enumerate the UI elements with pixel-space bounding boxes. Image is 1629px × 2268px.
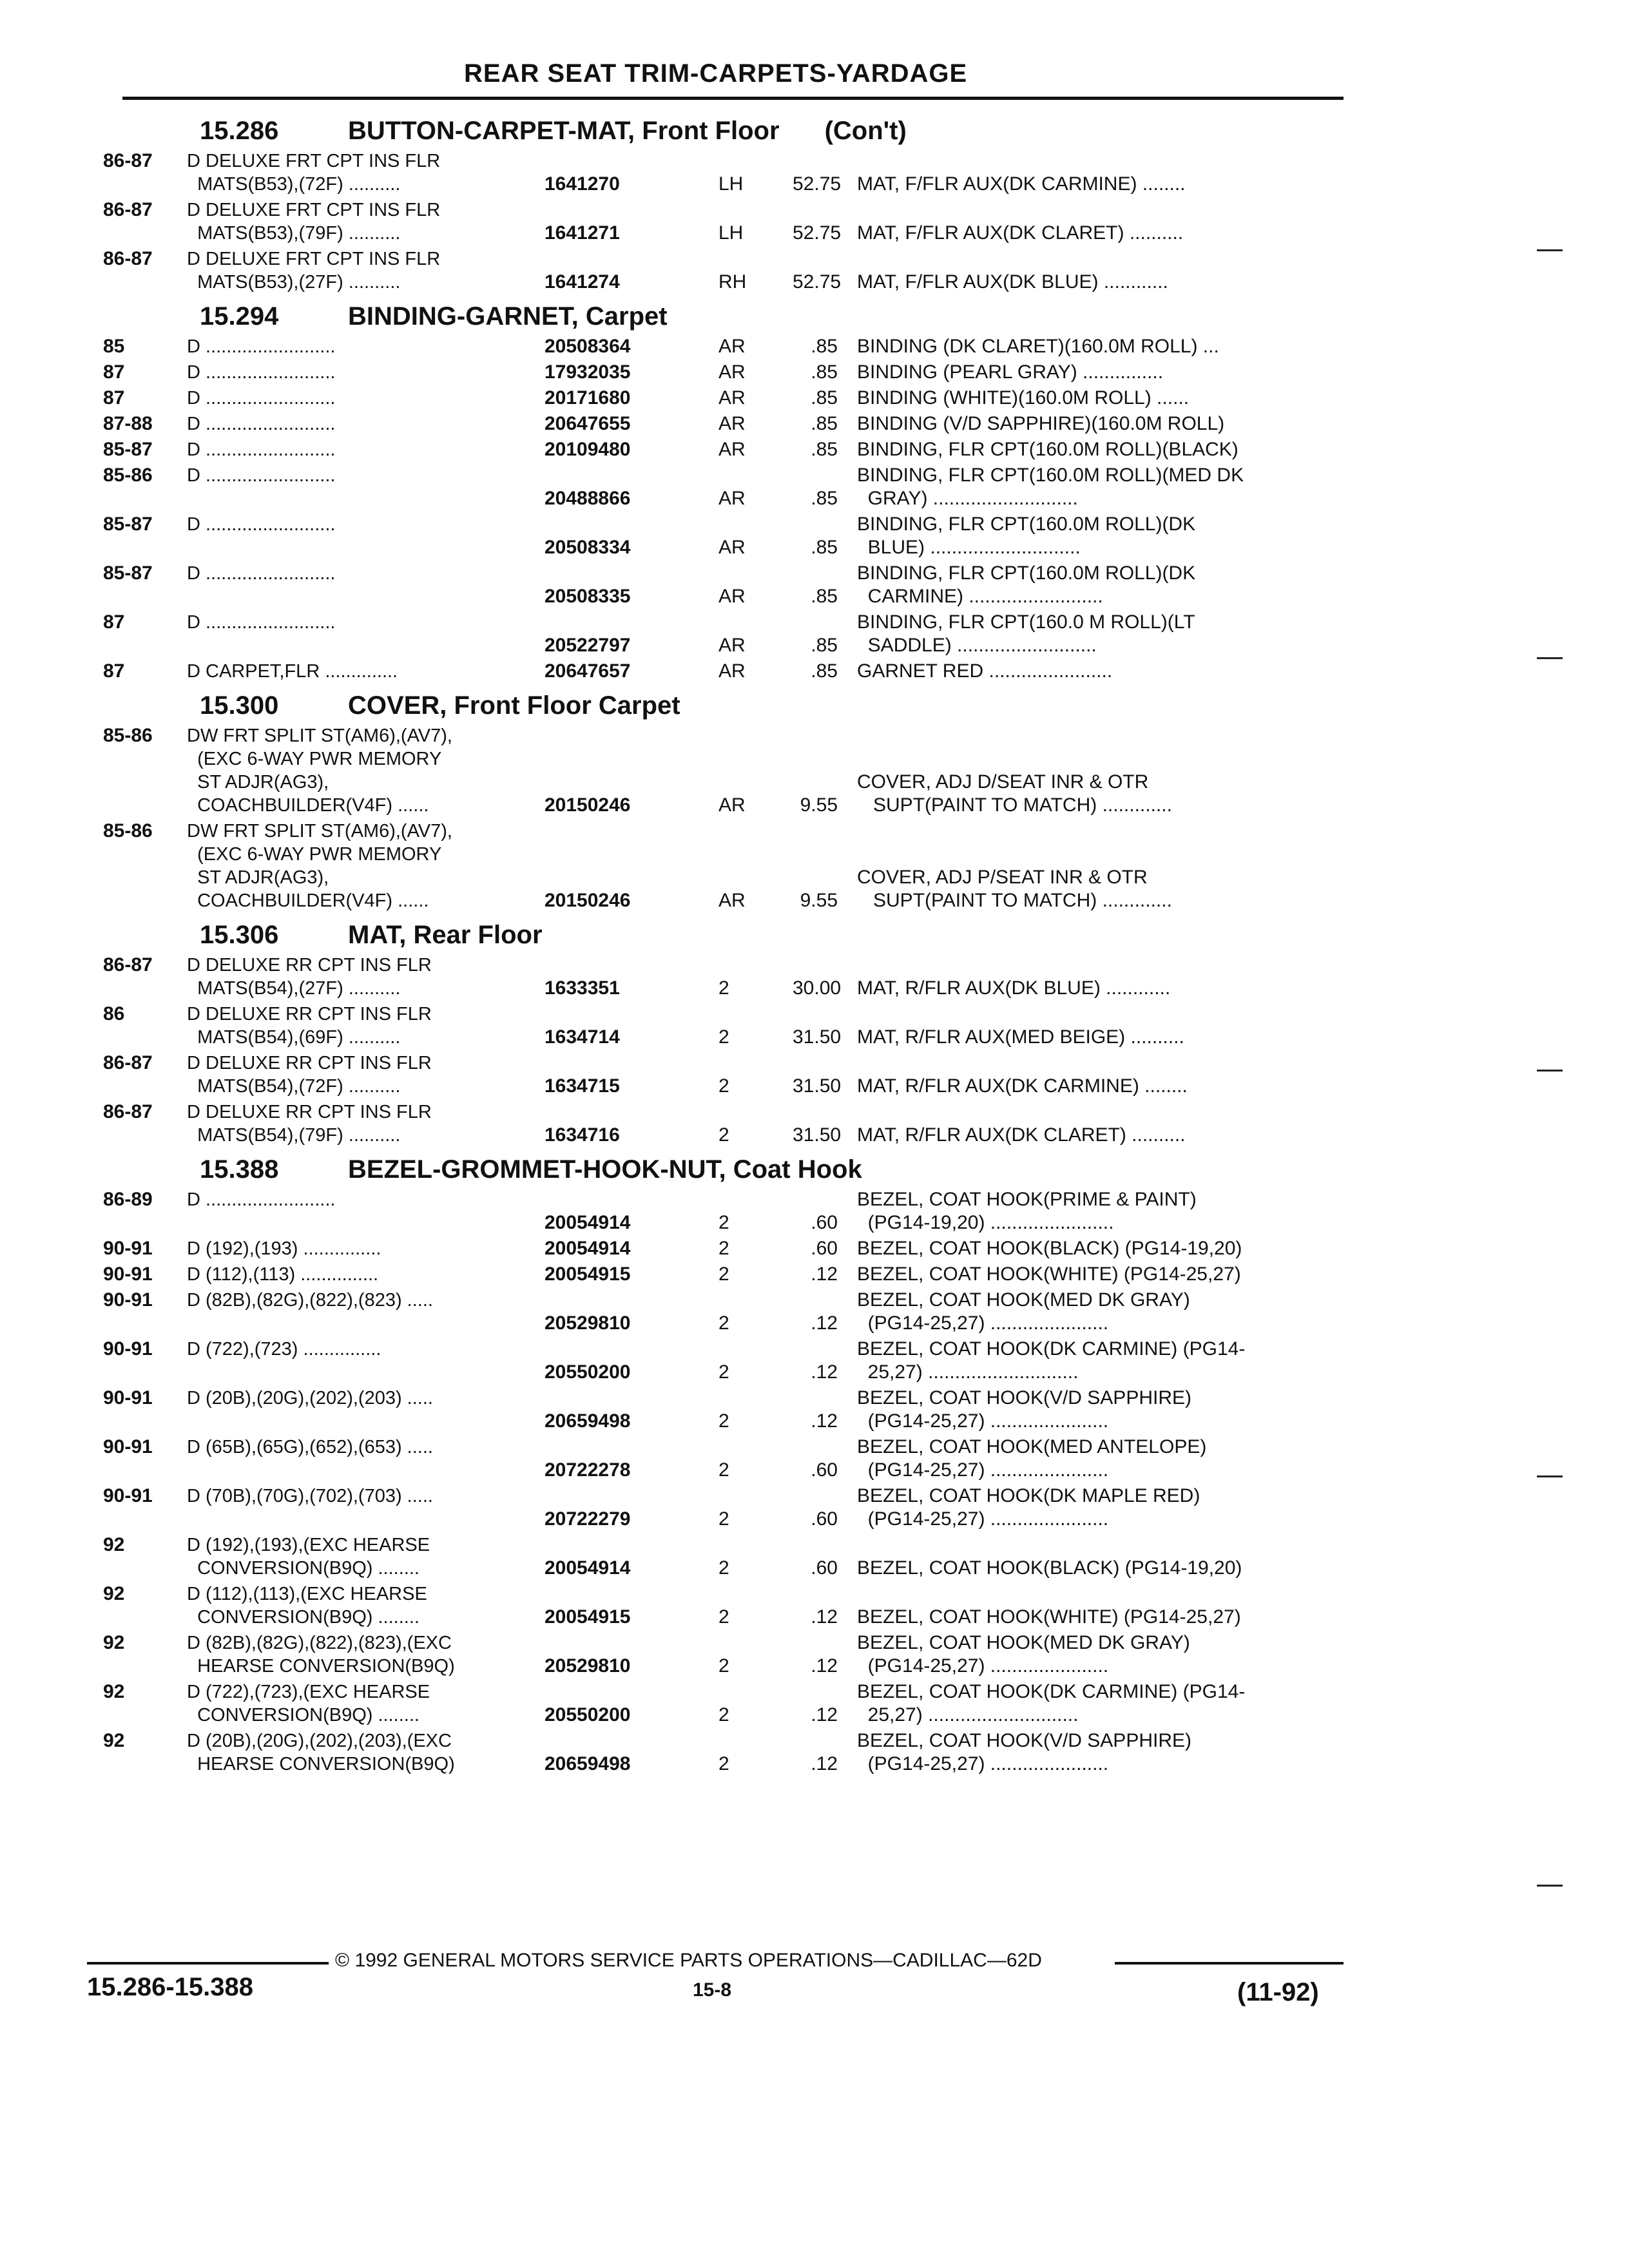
footer-section-range: 15.286-15.388 [87,1973,254,2001]
quantity: AR [718,336,746,357]
quantity: 2 [718,1026,729,1048]
parts-list-entry [103,1052,1353,1098]
quantity: 2 [718,1508,729,1530]
model-years: 86-87 [103,199,153,220]
part-name: BINDING (V/D SAPPHIRE)(160.0M ROLL) [857,413,1225,434]
model-years: 85-87 [103,514,153,535]
usage-description: D (70B),(70G),(702),(703) ..... [187,1486,433,1506]
parts-list-entry [103,1729,1353,1776]
unit-price: .85 [811,586,838,607]
part-name: BEZEL, COAT HOOK(MED ANTELOPE) (PG14-25,27) ...................... [857,1436,1207,1481]
parts-list-entry [103,464,1353,510]
usage-description: D DELUXE FRT CPT INS FLR MATS(B53),(72F) .......... [187,151,441,195]
unit-price: .85 [811,439,838,460]
parts-list-entry [103,198,1353,245]
usage-description: D ......................... [187,336,336,357]
section-header [103,915,1353,954]
model-years: 90-91 [103,1289,153,1311]
usage-description: D (82B),(82G),(822),(823),(EXC HEARSE CONVERSION(B9Q) [187,1633,455,1677]
model-years: 90-91 [103,1264,153,1285]
model-years: 90-91 [103,1485,153,1506]
part-number: 1634715 [545,1075,620,1097]
part-number: 20171680 [545,387,631,408]
quantity: LH [718,222,744,244]
unit-price: .12 [811,1410,838,1432]
section-number: 15.300 [200,691,279,720]
section-number: 15.294 [200,302,279,331]
part-number: 20054915 [545,1264,631,1285]
model-years: 87 [103,660,125,682]
parts-list-entry [103,361,1353,384]
usage-description: D DELUXE RR CPT INS FLR MATS(B54),(27F) .......... [187,955,432,999]
parts-list-entry [103,1387,1353,1433]
model-years: 85-87 [103,562,153,584]
model-years: 86-87 [103,150,153,171]
usage-description: D ......................... [187,514,336,535]
quantity: AR [718,635,746,656]
unit-price: .12 [811,1264,838,1285]
unit-price: .60 [811,1238,838,1259]
model-years: 86-89 [103,1189,153,1210]
section-title: MAT, Rear Floor [348,921,543,949]
model-years: 86-87 [103,1052,153,1073]
model-years: 87 [103,361,125,383]
quantity: 2 [718,1655,729,1677]
model-years: 85-86 [103,820,153,841]
parts-list-entry [103,1237,1353,1260]
quantity: 2 [718,1238,729,1259]
unit-price: .85 [811,387,838,408]
part-name: BEZEL, COAT HOOK(PRIME & PAINT) (PG14-19,20) ....................... [857,1189,1197,1233]
part-name: MAT, R/FLR AUX(DK CARMINE) ........ [857,1075,1188,1097]
usage-description: D ......................... [187,612,336,633]
unit-price: 31.50 [793,1026,842,1048]
parts-list-entry [103,1680,1353,1727]
part-number: 20722279 [545,1508,631,1530]
part-number: 20529810 [545,1655,631,1677]
part-name: BINDING (PEARL GRAY) ............... [857,361,1164,383]
parts-list-entry [103,1533,1353,1580]
unit-price: .60 [811,1508,838,1530]
usage-description: D DELUXE RR CPT INS FLR MATS(B54),(79F) .......... [187,1102,432,1146]
parts-list-entry [103,611,1353,657]
margin-tick [1537,1885,1563,1887]
section-header [103,296,1353,335]
part-name: COVER, ADJ P/SEAT INR & OTR SUPT(PAINT TO MATCH) ............. [857,867,1172,911]
part-number: 20522797 [545,635,631,656]
usage-description: D DELUXE RR CPT INS FLR MATS(B54),(69F) .......... [187,1004,432,1048]
part-name: MAT, R/FLR AUX(MED BEIGE) .......... [857,1026,1184,1048]
part-number: 20529810 [545,1312,631,1334]
model-years: 92 [103,1730,125,1751]
usage-description: D ......................... [187,388,336,408]
part-name: BEZEL, COAT HOOK(BLACK) (PG14-19,20) [857,1238,1242,1259]
parts-list-entry [103,1485,1353,1531]
unit-price: .12 [811,1606,838,1628]
margin-tick [1537,1070,1563,1072]
unit-price: .85 [811,660,838,682]
unit-price: .60 [811,1459,838,1481]
part-number: 20508335 [545,586,631,607]
model-years: 85 [103,336,125,357]
usage-description: D (192),(193) ............... [187,1238,381,1259]
part-number: 20150246 [545,794,631,816]
usage-description: D (112),(113),(EXC HEARSE CONVERSION(B9Q) ........ [187,1584,427,1628]
part-name: BEZEL, COAT HOOK(BLACK) (PG14-19,20) [857,1557,1242,1579]
unit-price: 52.75 [793,222,842,244]
part-name: MAT, R/FLR AUX(DK BLUE) ............ [857,977,1171,999]
part-name: BINDING, FLR CPT(160.0M ROLL)(DK BLUE) ............................ [857,514,1196,558]
footer-rule-left [87,1962,329,1965]
section-title: BUTTON-CARPET-MAT, Front Floor [348,117,780,145]
section-title: BINDING-GARNET, Carpet [348,302,668,331]
unit-price: .60 [811,1212,838,1233]
quantity: AR [718,794,746,816]
section-header [103,103,1353,149]
unit-price: 31.50 [793,1124,842,1146]
part-name: MAT, F/FLR AUX(DK BLUE) ............ [857,271,1168,293]
unit-price: 9.55 [800,794,838,816]
quantity: AR [718,537,746,558]
unit-price: 30.00 [793,977,842,999]
parts-list-entry [103,724,1353,817]
quantity: 2 [718,1212,729,1233]
model-years: 85-86 [103,725,153,746]
quantity: 2 [718,1361,729,1383]
part-number: 1633351 [545,977,620,999]
part-name: BINDING, FLR CPT(160.0M ROLL)(BLACK) [857,439,1239,460]
model-years: 92 [103,1632,125,1653]
footer-copyright: © 1992 GENERAL MOTORS SERVICE PARTS OPERATIONS—CADILLAC—62D [335,1950,1042,1971]
usage-description: D (20B),(20G),(202),(203) ..... [187,1388,433,1408]
part-number: 20488866 [545,488,631,509]
usage-description: D ......................... [187,362,336,383]
model-years: 86-87 [103,1101,153,1122]
unit-price: 31.50 [793,1075,842,1097]
parts-list-entry [103,1631,1353,1678]
part-number: 1641274 [545,271,620,293]
part-name: BINDING, FLR CPT(160.0M ROLL)(DK CARMINE) ......................... [857,562,1196,607]
unit-price: .85 [811,361,838,383]
header-rule [122,97,1344,100]
parts-list-entry [103,438,1353,461]
model-years: 85-87 [103,439,153,460]
unit-price: .85 [811,537,838,558]
margin-tick [1537,1475,1563,1477]
part-number: 20054914 [545,1238,631,1259]
part-name: BINDING, FLR CPT(160.0M ROLL)(MED DK GRAY) ........................... [857,465,1244,509]
quantity: 2 [718,1410,729,1432]
part-name: BEZEL, COAT HOOK(DK CARMINE) (PG14- 25,27) ............................ [857,1338,1246,1383]
part-name: BEZEL, COAT HOOK(V/D SAPPHIRE) (PG14-25,27) ...................... [857,1387,1191,1432]
parts-list-entry [103,954,1353,1000]
part-number: 20550200 [545,1361,631,1383]
quantity: AR [718,488,746,509]
quantity: 2 [718,1075,729,1097]
parts-list-entry [103,1188,1353,1235]
parts-list-entry [103,1289,1353,1335]
parts-list-entry [103,412,1353,436]
part-name: MAT, F/FLR AUX(DK CLARET) .......... [857,222,1184,244]
usage-description: DW FRT SPLIT ST(AM6),(AV7), (EXC 6-WAY PWR MEMORY ST ADJR(AG3), COACHBUILDER(V4F) ...... [187,821,452,911]
usage-description: D ......................... [187,465,336,486]
unit-price: .85 [811,635,838,656]
usage-description: D CARPET,FLR .............. [187,661,398,682]
usage-description: D (20B),(20G),(202),(203),(EXC HEARSE CONVERSION(B9Q) [187,1731,455,1774]
part-number: 20054915 [545,1606,631,1628]
parts-list-entry [103,1338,1353,1384]
usage-description: D (82B),(82G),(822),(823) ..... [187,1290,433,1311]
part-number: 1634716 [545,1124,620,1146]
usage-description: D ......................... [187,414,336,434]
page-title: REAR SEAT TRIM-CARPETS-YARDAGE [464,59,968,88]
part-number: 20659498 [545,1410,631,1432]
quantity: AR [718,890,746,911]
unit-price: .12 [811,1312,838,1334]
quantity: AR [718,387,746,408]
unit-price: .60 [811,1557,838,1579]
quantity: 2 [718,1557,729,1579]
quantity: 2 [718,1606,729,1628]
usage-description: D DELUXE FRT CPT INS FLR MATS(B53),(27F) .......... [187,249,441,293]
part-number: 20508334 [545,537,631,558]
parts-list-entry [103,820,1353,912]
quantity: 2 [718,1704,729,1725]
parts-list-entry [103,1003,1353,1049]
model-years: 86-87 [103,954,153,975]
parts-list-entry [103,149,1353,196]
model-years: 90-91 [103,1338,153,1360]
footer-rule-right [1115,1962,1344,1965]
part-name: BEZEL, COAT HOOK(WHITE) (PG14-25,27) [857,1264,1241,1285]
parts-list-entry [103,660,1353,683]
parts-list-entry [103,247,1353,294]
usage-description: D DELUXE RR CPT INS FLR MATS(B54),(72F) .......... [187,1053,432,1097]
quantity: 2 [718,1312,729,1334]
section-number: 15.286 [200,117,279,145]
part-name: BINDING, FLR CPT(160.0 M ROLL)(LT SADDLE) .......................... [857,611,1195,656]
footer-revision-date: (11-92) [1237,1978,1319,2006]
usage-description: D (192),(193),(EXC HEARSE CONVERSION(B9Q) ........ [187,1535,430,1579]
part-name: BEZEL, COAT HOOK(DK MAPLE RED) (PG14-25,27) ...................... [857,1485,1200,1530]
model-years: 87-88 [103,413,153,434]
section-title: BEZEL-GROMMET-HOOK-NUT, Coat Hook [348,1155,862,1184]
part-name: BEZEL, COAT HOOK(DK CARMINE) (PG14- 25,27) ............................ [857,1681,1246,1725]
unit-price: 52.75 [793,173,842,195]
parts-list-entry [103,513,1353,559]
quantity: 2 [718,1459,729,1481]
model-years: 87 [103,387,125,408]
section-header [103,1149,1353,1188]
part-number: 1641271 [545,222,620,244]
unit-price: .12 [811,1704,838,1725]
model-years: 90-91 [103,1436,153,1457]
part-name: GARNET RED ....................... [857,660,1113,682]
part-number: 20508364 [545,336,631,357]
unit-price: .12 [811,1655,838,1677]
quantity: 2 [718,977,729,999]
usage-description: D (722),(723),(EXC HEARSE CONVERSION(B9Q) ........ [187,1682,430,1725]
section-number: 15.388 [200,1155,279,1184]
section-title: COVER, Front Floor Carpet [348,691,680,720]
parts-catalog-content [103,103,1353,1778]
usage-description: D (65B),(65G),(652),(653) ..... [187,1437,433,1457]
part-number: 1634714 [545,1026,620,1048]
section-header [103,686,1353,724]
parts-list-entry [103,335,1353,358]
quantity: AR [718,439,746,460]
quantity: AR [718,660,746,682]
part-name: BEZEL, COAT HOOK(V/D SAPPHIRE) (PG14-25,27) ...................... [857,1730,1191,1774]
part-number: 20054914 [545,1557,631,1579]
quantity: AR [718,413,746,434]
quantity: LH [718,173,744,195]
part-number: 20550200 [545,1704,631,1725]
footer-page-number: 15-8 [693,1979,732,2001]
part-name: MAT, R/FLR AUX(DK CLARET) .......... [857,1124,1186,1146]
part-name: BEZEL, COAT HOOK(MED DK GRAY) (PG14-25,27) ...................... [857,1289,1190,1334]
part-number: 20722278 [545,1459,631,1481]
margin-tick [1537,249,1563,251]
parts-list-entry [103,1100,1353,1147]
model-years: 86 [103,1003,125,1024]
part-name: BEZEL, COAT HOOK(WHITE) (PG14-25,27) [857,1606,1241,1628]
usage-description: D ......................... [187,563,336,584]
unit-price: .85 [811,413,838,434]
quantity: 2 [718,1753,729,1774]
part-number: 20647657 [545,660,631,682]
section-number: 15.306 [200,921,279,949]
usage-description: D (112),(113) ............... [187,1264,379,1285]
part-number: 20659498 [545,1753,631,1774]
part-number: 17932035 [545,361,631,383]
parts-list-entry [103,387,1353,410]
quantity: AR [718,361,746,383]
part-number: 20054914 [545,1212,631,1233]
model-years: 90-91 [103,1387,153,1408]
part-name: COVER, ADJ D/SEAT INR & OTR SUPT(PAINT TO MATCH) ............. [857,771,1172,816]
part-number: 20109480 [545,439,631,460]
quantity: 2 [718,1124,729,1146]
section-continued-label: (Con't) [824,117,907,145]
unit-price: .85 [811,336,838,357]
unit-price: 52.75 [793,271,842,293]
model-years: 90-91 [103,1238,153,1259]
unit-price: .85 [811,488,838,509]
model-years: 92 [103,1681,125,1702]
part-number: 1641270 [545,173,620,195]
usage-description: D ......................... [187,439,336,460]
part-number: 20647655 [545,413,631,434]
quantity: RH [718,271,747,293]
model-years: 87 [103,611,125,633]
quantity: AR [718,586,746,607]
quantity: 2 [718,1264,729,1285]
model-years: 86-87 [103,248,153,269]
unit-price: 9.55 [800,890,838,911]
part-name: MAT, F/FLR AUX(DK CARMINE) ........ [857,173,1186,195]
usage-description: D (722),(723) ............... [187,1339,381,1360]
parts-list-entry [103,1263,1353,1286]
parts-list-entry [103,1436,1353,1482]
part-name: BINDING (WHITE)(160.0M ROLL) ...... [857,387,1190,408]
parts-list-entry [103,1582,1353,1629]
parts-list-entry [103,562,1353,608]
model-years: 92 [103,1583,125,1604]
margin-tick [1537,657,1563,659]
model-years: 92 [103,1534,125,1555]
unit-price: .12 [811,1753,838,1774]
part-number: 20150246 [545,890,631,911]
part-name: BEZEL, COAT HOOK(MED DK GRAY) (PG14-25,27) ...................... [857,1632,1190,1677]
usage-description: D ......................... [187,1189,336,1210]
usage-description: DW FRT SPLIT ST(AM6),(AV7), (EXC 6-WAY PWR MEMORY ST ADJR(AG3), COACHBUILDER(V4F) ...... [187,726,452,816]
part-name: BINDING (DK CLARET)(160.0M ROLL) ... [857,336,1219,357]
usage-description: D DELUXE FRT CPT INS FLR MATS(B53),(79F) .......... [187,200,441,244]
unit-price: .12 [811,1361,838,1383]
model-years: 85-86 [103,465,153,486]
